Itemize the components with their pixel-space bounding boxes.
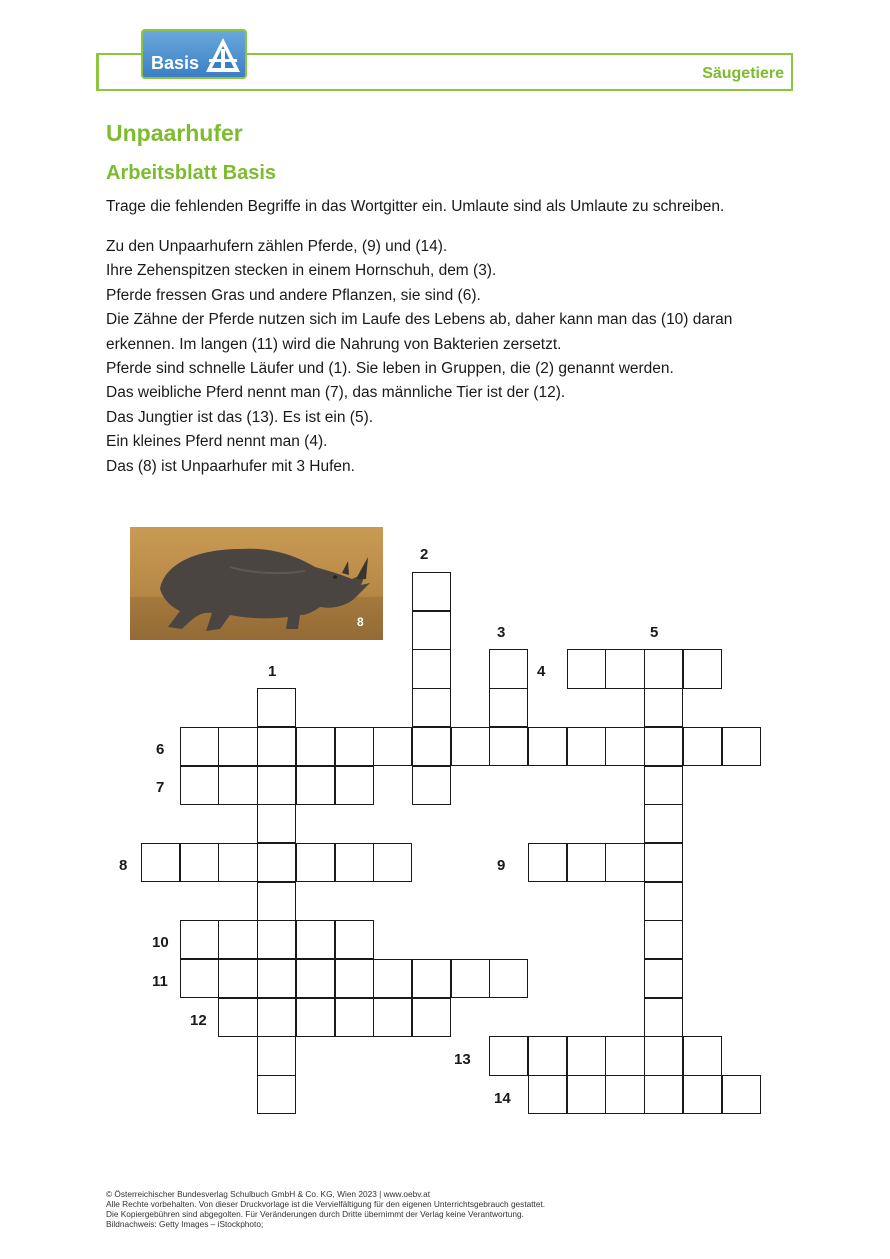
footer-line: © Österreichischer Bundesverlag Schulbuch GmbH & Co. KG, Wien 2023 | www.oebv.at bbox=[106, 1189, 430, 1199]
crossword-cell[interactable] bbox=[683, 727, 722, 766]
crossword-cell[interactable] bbox=[257, 727, 296, 766]
crossword-cell[interactable] bbox=[489, 959, 528, 998]
text-line: Ihre Zehenspitzen stecken in einem Hornschuh, dem (3). bbox=[106, 262, 497, 280]
cloze-text bbox=[106, 235, 786, 479]
crossword-cell[interactable] bbox=[567, 727, 606, 766]
text-line: Zu den Unpaarhufern zählen Pferde, (9) und (14). bbox=[106, 238, 448, 255]
crossword-cell[interactable] bbox=[218, 727, 257, 766]
crossword-cell[interactable] bbox=[218, 920, 257, 959]
footer-line: Die Kopiergebühren sind abgegolten. Für Veränderungen durch Dritte übernimmt der Verlag keine Verantwortung. bbox=[106, 1209, 524, 1219]
crossword-cell[interactable] bbox=[257, 766, 296, 805]
crossword-cell[interactable] bbox=[296, 920, 335, 959]
crossword-cell[interactable] bbox=[489, 727, 528, 766]
crossword-cell[interactable] bbox=[644, 998, 683, 1037]
text-line: erkennen. Im langen (11) wird die Nahrung von Bakterien zersetzt. bbox=[106, 335, 562, 353]
clue-number-2: 2 bbox=[420, 546, 429, 563]
crossword-cell[interactable] bbox=[528, 727, 567, 766]
crossword-cell[interactable] bbox=[722, 727, 761, 766]
crossword-cell[interactable] bbox=[528, 1075, 567, 1114]
crossword-cell[interactable] bbox=[605, 1075, 644, 1114]
crossword-cell[interactable] bbox=[257, 998, 296, 1037]
crossword-cell[interactable] bbox=[335, 843, 374, 882]
text-line: Das (8) ist Unpaarhufer mit 3 Hufen. bbox=[106, 457, 355, 475]
crossword-cell[interactable] bbox=[644, 882, 683, 921]
crossword-cell[interactable] bbox=[722, 1075, 761, 1114]
crossword-cell[interactable] bbox=[412, 998, 451, 1037]
footer-line: Alle Rechte vorbehalten. Von dieser Druckvorlage ist die Vervielfältigung für den eigenen Unterrichtsgebrauch gestattet. bbox=[106, 1199, 546, 1209]
instruction-text: Trage die fehlenden Begriffe in das Wortgitter ein. Umlaute sind als Umlaute zu schreiben. bbox=[106, 198, 725, 215]
crossword-cell[interactable] bbox=[412, 727, 451, 766]
crossword-cell[interactable] bbox=[644, 688, 683, 727]
rhinoceros-icon bbox=[130, 527, 383, 640]
clue-number-6: 6 bbox=[156, 741, 165, 758]
crossword-cell[interactable] bbox=[605, 649, 644, 688]
clue-number-5: 5 bbox=[650, 624, 659, 641]
crossword-cell[interactable] bbox=[296, 959, 335, 998]
crossword-cell[interactable] bbox=[644, 649, 683, 688]
footer-line: Bildnachweis: Getty Images – iStockphoto; bbox=[106, 1219, 264, 1229]
text-line: Die Zähne der Pferde nutzen sich im Laufe des Lebens ab, daher kann man das (10) daran bbox=[106, 311, 733, 329]
crossword-cell[interactable] bbox=[644, 804, 683, 843]
crossword-cell[interactable] bbox=[373, 843, 412, 882]
crossword-cell[interactable] bbox=[218, 766, 257, 805]
page-subtitle: Arbeitsblatt Basis bbox=[106, 162, 277, 184]
clue-number-13: 13 bbox=[454, 1051, 471, 1068]
footer bbox=[106, 1189, 545, 1229]
clue-number-14: 14 bbox=[494, 1090, 511, 1107]
clue-number-1: 1 bbox=[268, 663, 277, 680]
crossword-cell[interactable] bbox=[644, 920, 683, 959]
crossword-cell[interactable] bbox=[412, 611, 451, 650]
crossword-cell[interactable] bbox=[257, 804, 296, 843]
crossword-cell[interactable] bbox=[567, 649, 606, 688]
crossword-cell[interactable] bbox=[683, 1075, 722, 1114]
crossword-cell[interactable] bbox=[412, 649, 451, 688]
crossword-cell[interactable] bbox=[412, 959, 451, 998]
clue-number-12: 12 bbox=[190, 1012, 207, 1029]
crossword-cell[interactable] bbox=[335, 727, 374, 766]
crossword-cell[interactable] bbox=[605, 843, 644, 882]
crossword-cell[interactable] bbox=[373, 998, 412, 1037]
crossword-cell[interactable] bbox=[218, 843, 257, 882]
crossword-cell[interactable] bbox=[296, 998, 335, 1037]
crossword-cell[interactable] bbox=[180, 766, 219, 805]
text-line: Pferde sind schnelle Läufer und (1). Sie leben in Gruppen, die (2) genannt werden. bbox=[106, 360, 674, 378]
crossword-cell[interactable] bbox=[644, 843, 683, 882]
crossword-cell[interactable] bbox=[567, 1075, 606, 1114]
crossword-cell[interactable] bbox=[296, 727, 335, 766]
crossword-cell[interactable] bbox=[335, 998, 374, 1037]
crossword-cell[interactable] bbox=[451, 727, 490, 766]
text-line: Ein kleines Pferd nennt man (4). bbox=[106, 433, 328, 451]
crossword-cell[interactable] bbox=[257, 843, 296, 882]
crossword-cell[interactable] bbox=[683, 649, 722, 688]
clue-number-4: 4 bbox=[537, 663, 546, 680]
rhinoceros-photo bbox=[130, 527, 383, 640]
crossword-cell[interactable] bbox=[296, 766, 335, 805]
text-line: Das Jungtier ist das (13). Es ist ein (5). bbox=[106, 408, 374, 426]
crossword-cell[interactable] bbox=[218, 998, 257, 1037]
crossword-cell[interactable] bbox=[605, 1036, 644, 1075]
crossword-cell[interactable] bbox=[335, 766, 374, 805]
crossword-cell[interactable] bbox=[605, 727, 644, 766]
crossword-cell[interactable] bbox=[257, 882, 296, 921]
crossword-cell[interactable] bbox=[412, 572, 451, 611]
basis-logo bbox=[141, 29, 247, 79]
crossword-cell[interactable] bbox=[412, 688, 451, 727]
crossword-cell[interactable] bbox=[180, 920, 219, 959]
triangle-logo-icon bbox=[203, 35, 243, 75]
crossword-cell[interactable] bbox=[141, 843, 180, 882]
crossword-cell[interactable] bbox=[373, 959, 412, 998]
crossword-cell[interactable] bbox=[257, 920, 296, 959]
clue-number-7: 7 bbox=[156, 779, 165, 796]
crossword-cell[interactable] bbox=[489, 649, 528, 688]
clue-number-3: 3 bbox=[497, 624, 506, 641]
crossword-cell[interactable] bbox=[257, 959, 296, 998]
crossword-cell[interactable] bbox=[683, 1036, 722, 1075]
crossword-cell[interactable] bbox=[644, 727, 683, 766]
crossword-cell[interactable] bbox=[528, 1036, 567, 1075]
crossword-cell[interactable] bbox=[373, 727, 412, 766]
topic-label: Säugetiere bbox=[702, 65, 784, 82]
page-title: Unpaarhufer bbox=[106, 120, 243, 146]
crossword-cell[interactable] bbox=[218, 959, 257, 998]
clue-number-11: 11 bbox=[152, 973, 168, 990]
crossword-cell[interactable] bbox=[567, 1036, 606, 1075]
crossword-cell[interactable] bbox=[412, 766, 451, 805]
crossword-cell[interactable] bbox=[257, 1075, 296, 1114]
crossword-cell[interactable] bbox=[180, 959, 219, 998]
crossword-cell[interactable] bbox=[451, 959, 490, 998]
logo-text: Basis bbox=[151, 53, 200, 73]
crossword-cell[interactable] bbox=[335, 920, 374, 959]
crossword-cell[interactable] bbox=[528, 843, 567, 882]
crossword-cell[interactable] bbox=[489, 1036, 528, 1075]
crossword-cell[interactable] bbox=[567, 843, 606, 882]
crossword-cell[interactable] bbox=[180, 843, 219, 882]
clue-number-9: 9 bbox=[497, 857, 506, 874]
crossword-cell[interactable] bbox=[335, 959, 374, 998]
crossword-cell[interactable] bbox=[180, 727, 219, 766]
crossword-cell[interactable] bbox=[257, 1036, 296, 1075]
photo-label: 8 bbox=[357, 615, 364, 629]
crossword-cell[interactable] bbox=[644, 766, 683, 805]
crossword-cell[interactable] bbox=[257, 688, 296, 727]
crossword-cell[interactable] bbox=[489, 688, 528, 727]
crossword-cell[interactable] bbox=[296, 843, 335, 882]
text-line: Pferde fressen Gras und andere Pflanzen, sie sind (6). bbox=[106, 286, 481, 304]
text-line: Das weibliche Pferd nennt man (7), das männliche Tier ist der (12). bbox=[106, 384, 566, 402]
crossword-cell[interactable] bbox=[644, 959, 683, 998]
crossword-cell[interactable] bbox=[644, 1036, 683, 1075]
clue-number-10: 10 bbox=[152, 934, 169, 951]
clue-number-8: 8 bbox=[119, 857, 128, 874]
crossword-cell[interactable] bbox=[644, 1075, 683, 1114]
